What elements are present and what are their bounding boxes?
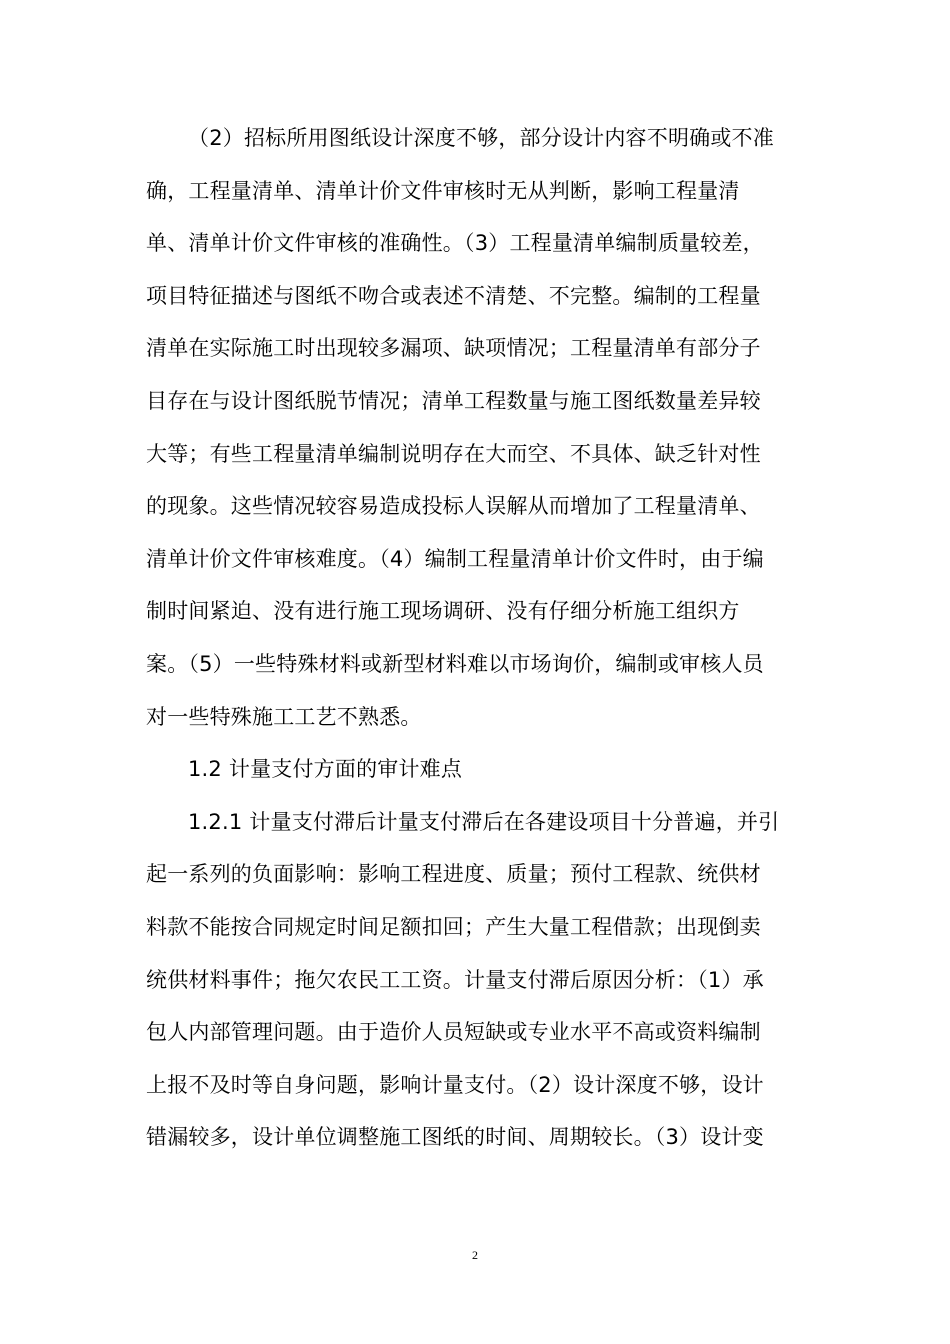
body-text [146, 112, 811, 1164]
paragraph-line: 错漏较多，设计单位调整施工图纸的时间、周期较长。（3）设计变 [146, 1125, 764, 1150]
page-number: 2 [472, 1248, 478, 1262]
paragraph-line: 包人内部管理问题。由于造价人员短缺或专业水平不高或资料编制 [146, 1020, 761, 1045]
paragraph-line: 清单在实际施工时出现较多漏项、缺项情况；工程量清单有部分子 [146, 336, 761, 361]
paragraph-line: 起一系列的负面影响：影响工程进度、质量；预付工程款、统供材 [146, 862, 761, 887]
paragraph-line: 项目特征描述与图纸不吻合或表述不清楚、不完整。编制的工程量 [146, 283, 761, 308]
paragraph-line: 1.2.1 计量支付滞后计量支付滞后在各建设项目十分普遍，并引 [188, 809, 780, 834]
paragraph-line: 确，工程量清单、清单计价文件审核时无从判断，影响工程量清 [146, 178, 740, 203]
paragraph-line: 料款不能按合同规定时间足额扣回；产生大量工程借款；出现倒卖 [146, 914, 761, 939]
paragraph-line: 清单计价文件审核难度。（4）编制工程量清单计价文件时，由于编 [146, 546, 764, 571]
paragraph-line: （2）招标所用图纸设计深度不够，部分设计内容不明确或不准 [188, 126, 774, 150]
paragraph-line: 单、清单计价文件审核的准确性。（3）工程量清单编制质量较差， [146, 231, 764, 256]
paragraph-line: 的现象。这些情况较容易造成投标人误解从而增加了工程量清单、 [146, 494, 761, 519]
paragraph-line: 统供材料事件；拖欠农民工工资。计量支付滞后原因分析：（1）承 [146, 967, 764, 992]
paragraph-line: 大等；有些工程量清单编制说明存在大而空、不具体、缺乏针对性 [146, 441, 761, 466]
paragraph-line: 上报不及时等自身问题，影响计量支付。（2）设计深度不够，设计 [146, 1072, 764, 1097]
paragraph-line: 对一些特殊施工工艺不熟悉。 [146, 704, 422, 729]
section-heading: 1.2 计量支付方面的审计难点 [188, 757, 463, 782]
paragraph-line: 制时间紧迫、没有进行施工现场调研、没有仔细分析施工组织方 [146, 599, 740, 624]
paragraph-line: 目存在与设计图纸脱节情况；清单工程数量与施工图纸数量差异较 [146, 388, 761, 413]
paragraph-line: 案。（5）一些特殊材料或新型材料难以市场询价，编制或审核人员 [146, 651, 764, 676]
